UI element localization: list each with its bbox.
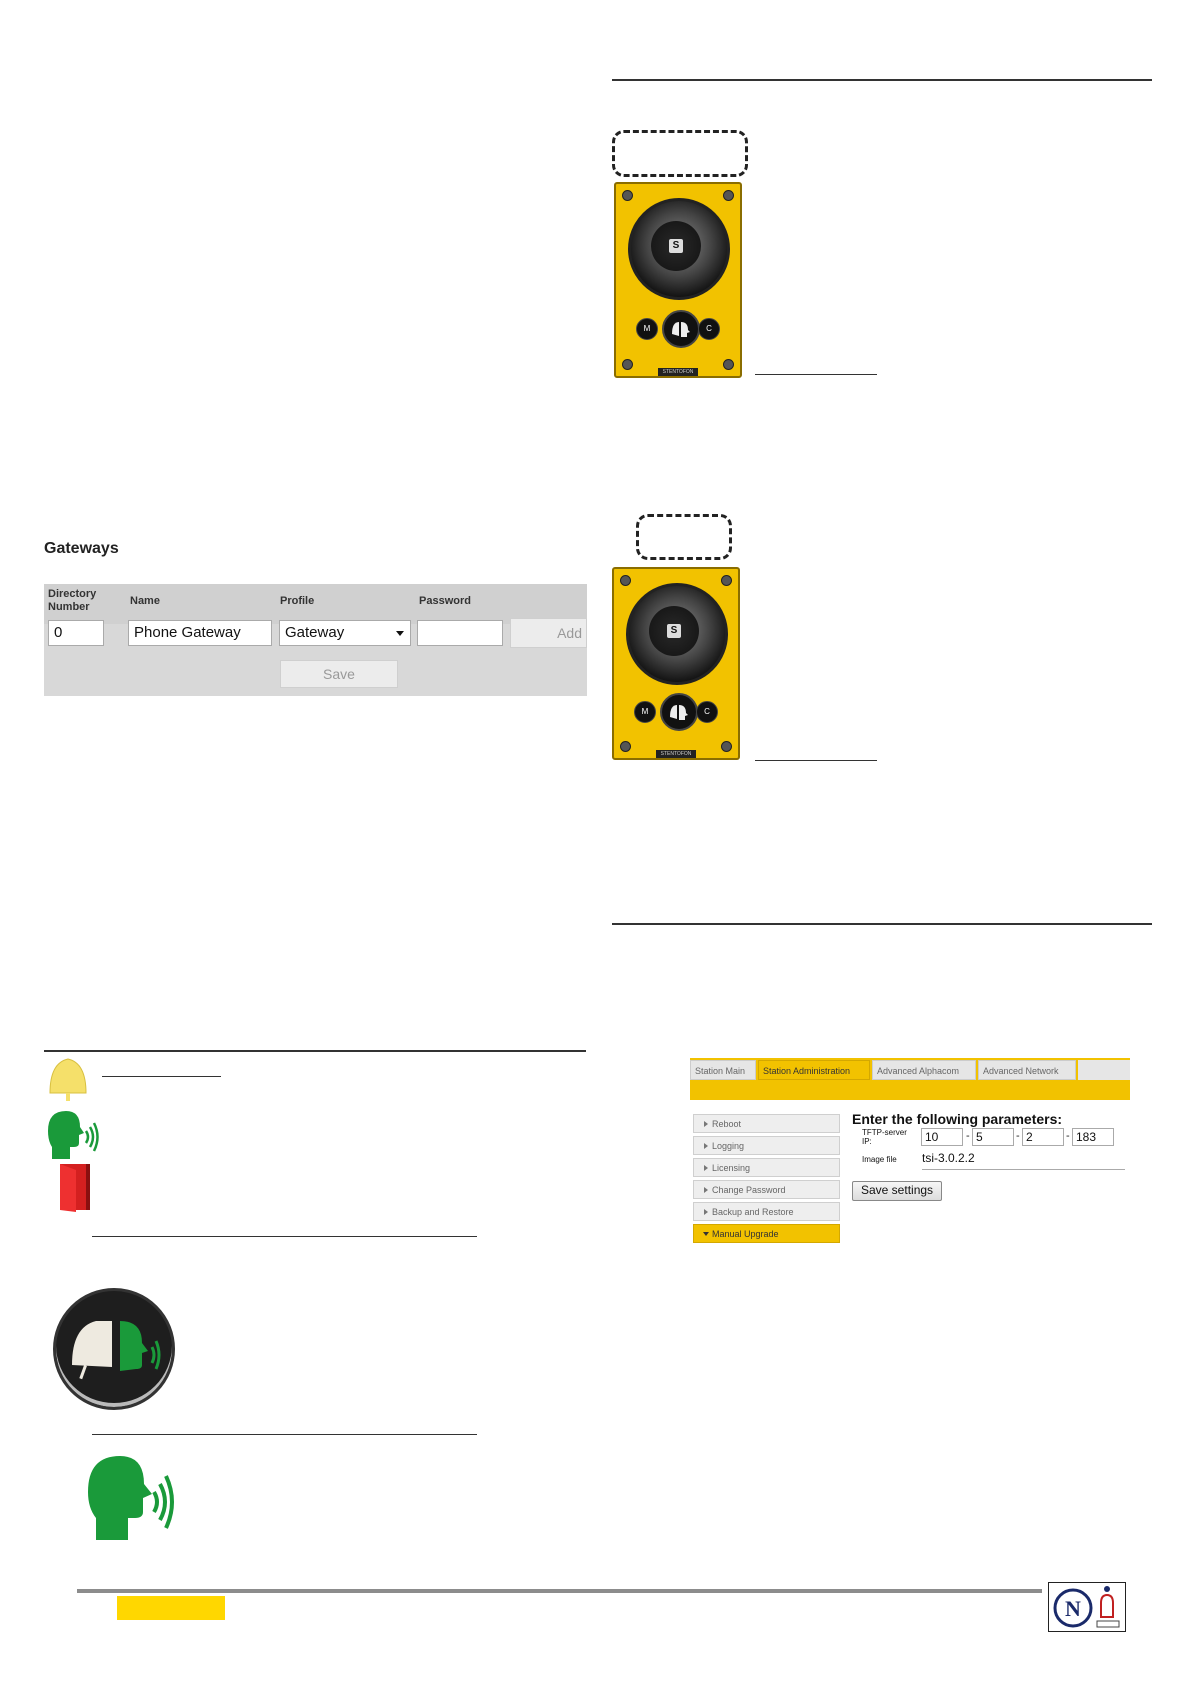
header-directory-number [48, 588, 96, 614]
screw-icon [721, 575, 732, 586]
callout-line-1 [755, 374, 877, 375]
section-rule-top-right [612, 79, 1152, 81]
header-directory-line2: Number [48, 601, 90, 613]
bell-talk-icon [56, 1291, 172, 1407]
image-file-input[interactable]: tsi-3.0.2.2 [922, 1151, 1125, 1170]
brand-logo-icon: S [667, 624, 681, 638]
ip-separator: - [1016, 1130, 1020, 1142]
ip-octet-3-input[interactable]: 2 [1022, 1128, 1064, 1146]
callout-line-bell [102, 1076, 221, 1077]
chevron-right-icon [704, 1187, 708, 1193]
header-name: Name [130, 595, 160, 607]
screw-icon [721, 741, 732, 752]
menu-item-logging[interactable] [693, 1136, 840, 1155]
tab-advanced-network[interactable]: Advanced Network [978, 1060, 1076, 1080]
m-button[interactable]: M [634, 701, 656, 723]
brand-plate: STENTOFON [656, 750, 696, 758]
ip-octet-4-input[interactable]: 183 [1072, 1128, 1114, 1146]
menu-item-reboot[interactable] [693, 1114, 840, 1133]
tftp-label-line2: IP: [862, 1137, 872, 1146]
section-rule-left-3 [92, 1434, 477, 1435]
c-button[interactable]: C [696, 701, 718, 723]
tab-advanced-alphacom[interactable]: Advanced Alphacom [872, 1060, 976, 1080]
talk-icon-large [82, 1452, 178, 1544]
intercom-device-2 [612, 567, 740, 760]
nemko-logo-icon [1049, 1583, 1125, 1631]
menu-item-label: Backup and Restore [712, 1207, 794, 1217]
screw-icon [723, 359, 734, 370]
header-profile: Profile [280, 595, 315, 607]
screw-icon [723, 190, 734, 201]
brand-logo-icon: S [669, 239, 683, 253]
speaker-grille [626, 583, 728, 685]
chevron-right-icon [704, 1209, 708, 1215]
menu-item-label: Manual Upgrade [712, 1229, 779, 1239]
ip-separator: - [1066, 1130, 1070, 1142]
screw-icon [622, 190, 633, 201]
svg-text:N: N [1065, 1596, 1081, 1621]
speech-bubble-2 [636, 514, 732, 560]
save-button[interactable]: Save [280, 660, 398, 688]
c-button[interactable]: C [698, 318, 720, 340]
tftp-server-label [862, 1128, 907, 1146]
header-password: Password [419, 595, 471, 607]
section-rule-left-2 [92, 1236, 477, 1237]
screw-icon [622, 359, 633, 370]
name-input[interactable]: Phone Gateway [128, 620, 272, 646]
speaker-center [649, 606, 699, 656]
call-button[interactable] [662, 310, 700, 348]
call-button-large-icon [53, 1288, 175, 1410]
tab-station-administration[interactable]: Station Administration [758, 1060, 870, 1080]
chevron-down-icon [396, 631, 404, 636]
ip-separator: - [966, 1130, 970, 1142]
speaker-grille [628, 198, 730, 300]
header-directory-line1: Directory [48, 588, 97, 600]
brand-plate: STENTOFON [658, 368, 698, 376]
menu-item-label: Reboot [712, 1119, 742, 1129]
section-rule-left [44, 1050, 586, 1052]
password-input[interactable] [417, 620, 503, 646]
gateways-title: Gateways [44, 540, 119, 557]
certification-logo [1048, 1582, 1126, 1632]
ip-octet-1-input[interactable]: 10 [921, 1128, 963, 1146]
menu-item-manual-upgrade[interactable] [693, 1224, 840, 1243]
menu-item-label: Change Password [712, 1185, 786, 1195]
tab-station-main[interactable]: Station Main [690, 1060, 756, 1080]
tftp-label-line1: TFTP-server [862, 1128, 907, 1137]
add-button[interactable]: Add [510, 618, 587, 648]
footer-rule [77, 1589, 1042, 1593]
intercom-device-1 [614, 182, 742, 378]
ip-octet-2-input[interactable]: 5 [972, 1128, 1014, 1146]
directory-number-input[interactable]: 0 [48, 620, 104, 646]
bell-talk-icon [664, 312, 698, 346]
bell-icon [44, 1055, 92, 1103]
call-button[interactable] [660, 693, 698, 731]
gateways-panel [44, 584, 587, 696]
image-file-label: Image file [862, 1155, 897, 1164]
footer-yellow-tag [117, 1596, 225, 1620]
door-icon [56, 1162, 96, 1214]
bell-talk-icon [662, 695, 696, 729]
m-button[interactable]: M [636, 318, 658, 340]
save-settings-button[interactable]: Save settings [852, 1181, 942, 1201]
profile-select-value: Gateway [285, 624, 345, 641]
chevron-right-icon [704, 1121, 708, 1127]
talk-icon [44, 1109, 100, 1161]
chevron-down-icon [703, 1232, 709, 1236]
screw-icon [620, 741, 631, 752]
parameters-heading: Enter the following parameters: [852, 1111, 1063, 1127]
section-rule-mid-right [612, 923, 1152, 925]
screw-icon [620, 575, 631, 586]
speaker-center [651, 221, 701, 271]
chevron-right-icon [704, 1165, 708, 1171]
speech-bubble-1 [612, 130, 748, 177]
menu-item-licensing[interactable] [693, 1158, 840, 1177]
menu-item-backup-restore[interactable] [693, 1202, 840, 1221]
callout-line-2 [755, 760, 877, 761]
menu-item-change-password[interactable] [693, 1180, 840, 1199]
menu-item-label: Logging [712, 1141, 745, 1151]
profile-select[interactable] [279, 620, 411, 646]
menu-item-label: Licensing [712, 1163, 751, 1173]
chevron-right-icon [704, 1143, 708, 1149]
admin-tab-bar [690, 1058, 1130, 1100]
